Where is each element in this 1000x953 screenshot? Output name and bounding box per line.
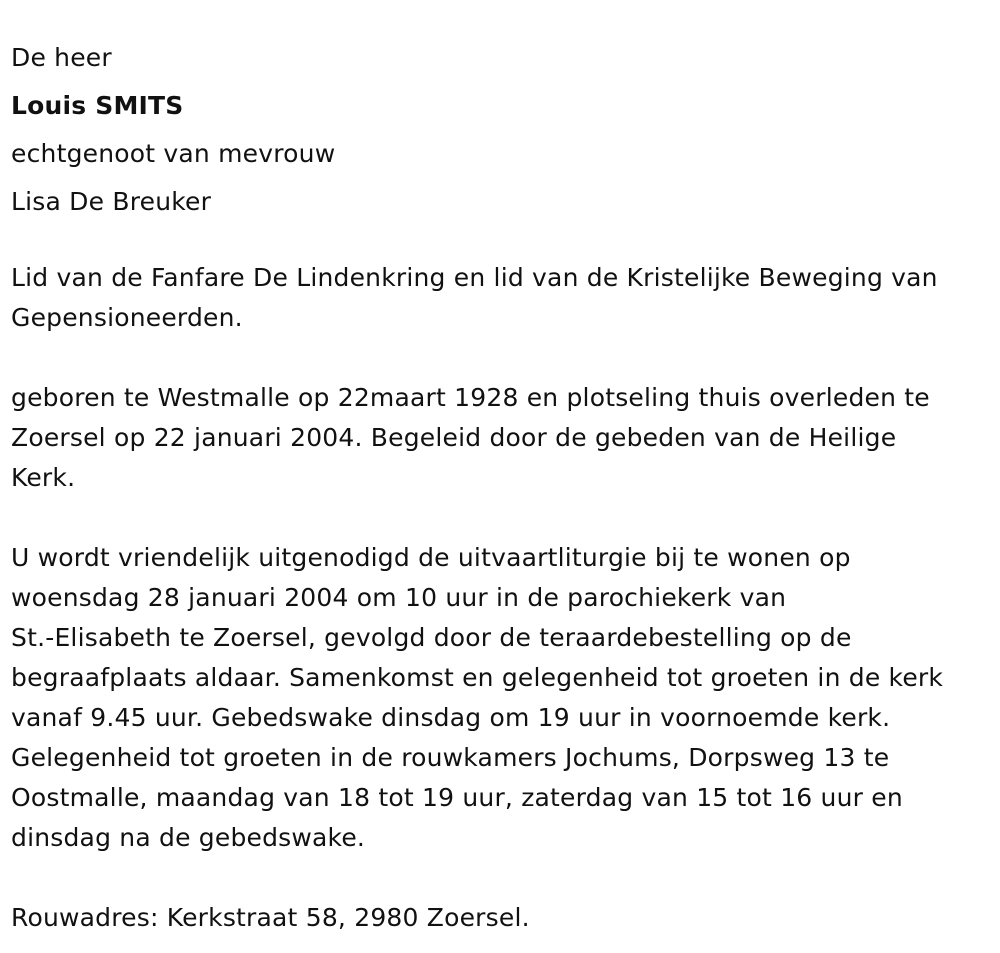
address-paragraph (11, 898, 996, 938)
text-line: U wordt vriendelijk uitgenodigd de uitvaartliturgie bij te wonen op (11, 543, 851, 572)
text-line: Kerk. (11, 463, 76, 492)
text-line: Lid van de Fanfare De Lindenkring en lid van de Kristelijke Beweging van (11, 263, 938, 292)
spouse-name: Lisa De Breuker (11, 187, 212, 216)
text-line: Zoersel op 22 januari 2004. Begeleid door de gebeden van de Heilige (11, 423, 897, 452)
text-line: Gepensioneerden. (11, 303, 243, 332)
text-line: dinsdag na de gebedswake. (11, 823, 366, 852)
text-line: St.-Elisabeth te Zoersel, gevolgd door de teraardebestelling op de (11, 623, 852, 652)
membership-paragraph (11, 258, 996, 338)
mourning-address: Rouwadres: Kerkstraat 58, 2980 Zoersel. (11, 903, 530, 932)
text-line: Oostmalle, maandag van 18 tot 19 uur, zaterdag van 15 tot 16 uur en (11, 783, 903, 812)
text-line: Gelegenheid tot groeten in de rouwkamers Jochums, Dorpsweg 13 te (11, 743, 890, 772)
text-line: vanaf 9.45 uur. Gebedswake dinsdag om 19 uur in voornoemde kerk. (11, 703, 891, 732)
deceased-name: Louis SMITS (11, 91, 184, 120)
birth-death-paragraph (11, 378, 996, 498)
deceased-header (11, 34, 335, 226)
text-line: begraafplaats aldaar. Samenkomst en gelegenheid tot groeten in de kerk (11, 663, 944, 692)
text-line: woensdag 28 januari 2004 om 10 uur in de parochiekerk van (11, 583, 787, 612)
relation-text: echtgenoot van mevrouw (11, 139, 336, 168)
text-line: geboren te Westmalle op 22maart 1928 en plotseling thuis overleden te (11, 383, 930, 412)
salutation: De heer (11, 43, 112, 72)
funeral-paragraph (11, 538, 996, 858)
